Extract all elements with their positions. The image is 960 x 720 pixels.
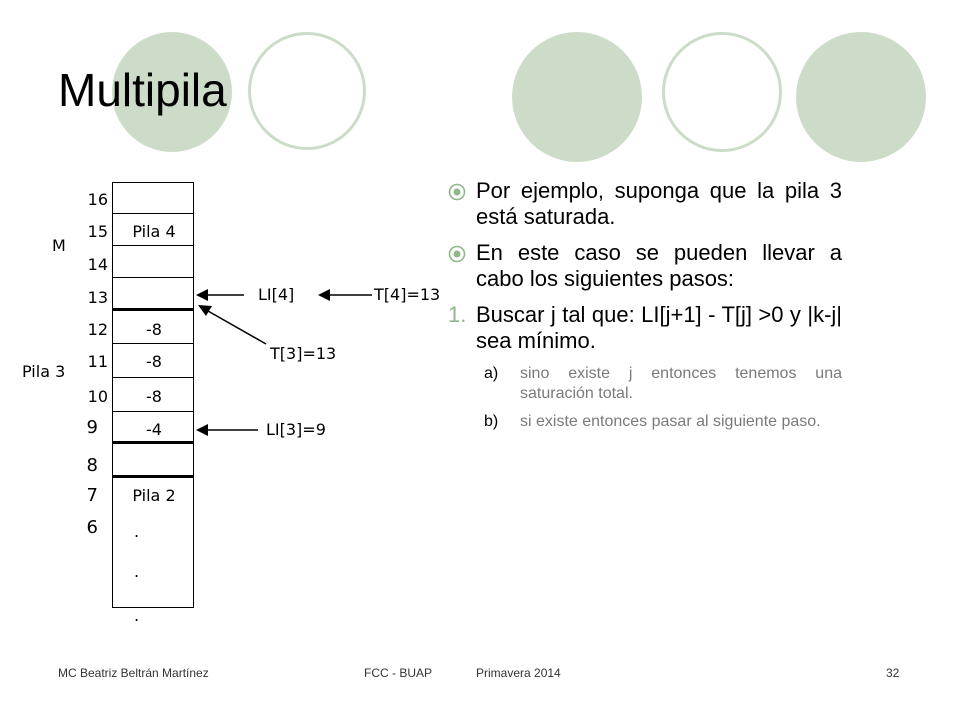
bullet-text: Por ejemplo, suponga que la pila 3 está saturada. (476, 178, 842, 229)
sub-item-text: sino existe j entonces tenemos una saturación total. (520, 365, 842, 402)
bullet-list (448, 178, 842, 440)
pointer-label-t3: T[3]=13 (270, 344, 337, 363)
numbered-item (448, 302, 842, 354)
item-number: 1. (448, 302, 467, 327)
footer-term: Primavera 2014 (476, 666, 561, 680)
bullet-circle-icon (448, 183, 466, 201)
array-label: M (52, 236, 66, 255)
index-label: 15 (87, 222, 108, 241)
arrow-t3 (198, 305, 266, 344)
bullet-item (448, 240, 842, 292)
arrow-li4 (196, 289, 244, 301)
bullet-text: En este caso se pueden llevar a cabo los siguientes pasos: (476, 240, 842, 291)
index-label: 10 (87, 387, 108, 406)
index-label: 6 (86, 517, 98, 538)
index-label: 11 (87, 352, 108, 371)
index-label: 7 (86, 485, 98, 506)
index-label: 12 (87, 320, 108, 339)
pointer-label-li4: LI[4] (258, 285, 295, 304)
stack-3-label: Pila 3 (22, 362, 66, 381)
index-label: 8 (86, 455, 98, 476)
sub-item-letter: a) (484, 365, 499, 382)
arrow-t4 (318, 289, 372, 301)
pointer-label-li3: LI[3]=9 (266, 420, 326, 439)
footer-institution: FCC - BUAP (364, 666, 433, 680)
slide-title: Multipila (58, 64, 227, 116)
sub-item (448, 364, 842, 404)
bullet-circle-icon (448, 245, 466, 263)
ellipsis-dot: . (134, 562, 140, 581)
footer-author: MC Beatriz Beltrán Martínez (58, 666, 209, 680)
cell-value-9: -4 (146, 420, 162, 439)
sub-item-text: si existe entonces pasar al siguiente paso. (520, 413, 821, 430)
bullet-item (448, 178, 842, 230)
sub-item (448, 412, 842, 432)
footer-page-number: 32 (886, 666, 900, 680)
index-label: 9 (86, 417, 98, 438)
pointer-label-t4: T[4]=13 (374, 285, 441, 304)
cell-value-12: -8 (146, 320, 162, 339)
sub-item-letter: b) (484, 413, 499, 430)
cell-value-11: -8 (146, 352, 162, 371)
ellipsis-dot: . (134, 522, 140, 541)
index-label: 14 (87, 255, 108, 274)
index-label: 16 (87, 190, 108, 209)
arrow-li3 (196, 424, 258, 436)
cell-pila-2: Pila 2 (132, 486, 176, 505)
cell-pila-4: Pila 4 (132, 222, 176, 241)
ellipsis-dot: . (134, 606, 140, 625)
index-label: 13 (87, 288, 108, 307)
cell-value-10: -8 (146, 387, 162, 406)
numbered-text: Buscar j tal que: LI[j+1] - T[j] >0 y |k-j| sea mínimo. (476, 302, 842, 353)
